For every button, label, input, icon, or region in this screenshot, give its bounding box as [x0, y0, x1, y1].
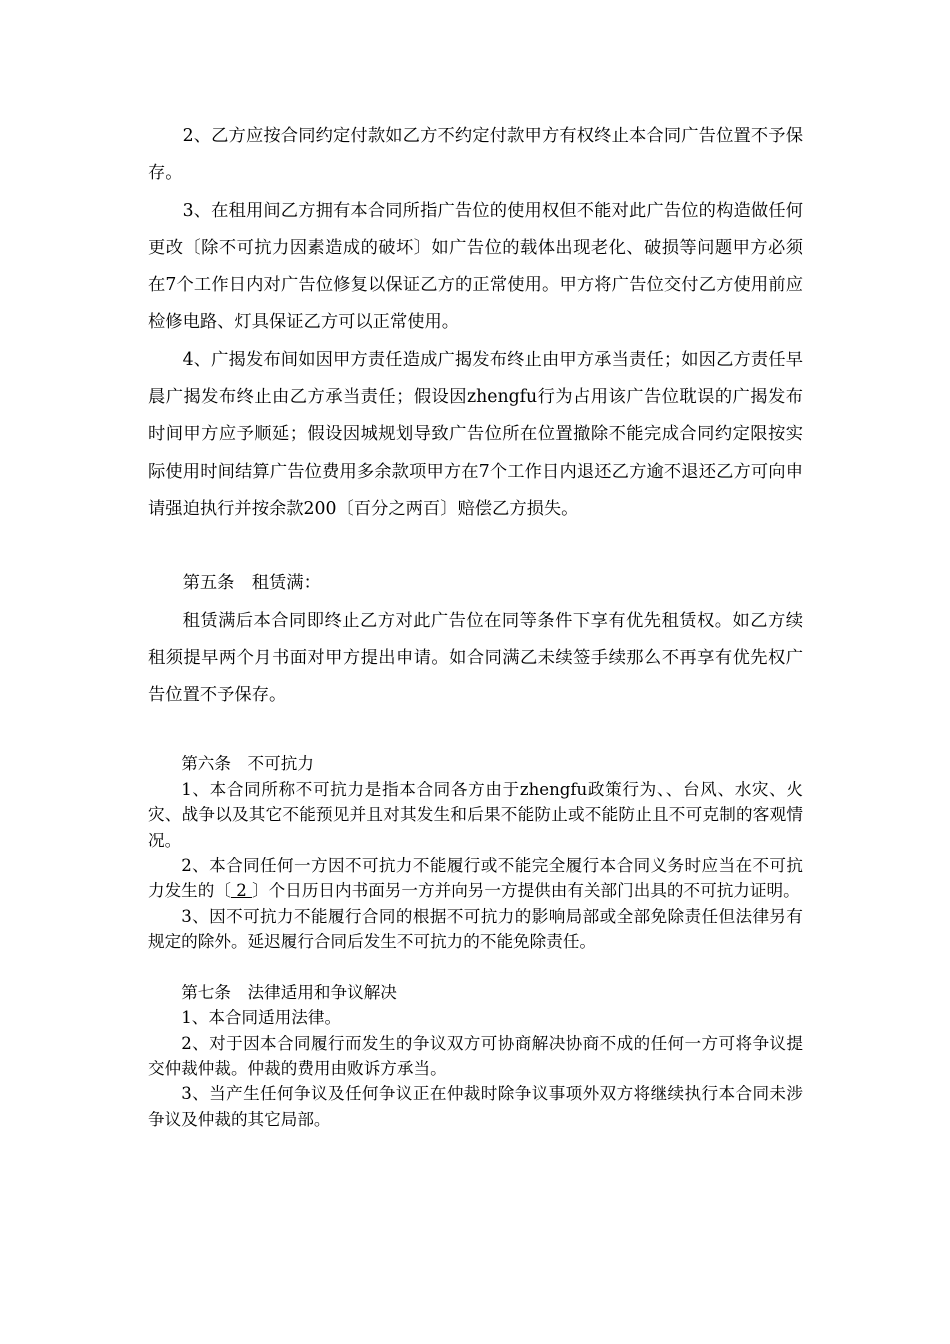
article6-paragraph-1: 1、本合同所称不可抗力是指本合同各方由于zhengfu政策行为、、台风、水灾、火灾、战争以及其它不能预见并且对其发生和后果不能防止或不能防止且不可克制的客观情况。: [148, 779, 803, 850]
document-page: [148, 118, 803, 1132]
article5-paragraph-1: 租赁满后本合同即终止乙方对此广告位在同等条件下享有优先租赁权。如乙方续租须提早两个月书面对甲方提出申请。如合同满乙未续签手续那么不再享有优先权广告位置不予保存。: [148, 610, 803, 706]
clause-paragraph-2: 2、乙方应按合同约定付款如乙方不约定付款甲方有权终止本合同广告位置不予保存。: [148, 126, 803, 184]
paragraph-gap: [148, 714, 803, 751]
article7-paragraph-2: 2、对于因本合同履行而发生的争议双方可协商解决协商不成的任何一方可将争议提交仲裁仲裁。仲裁的费用由败诉方承当。: [148, 1033, 803, 1078]
article6-p2-text-after: 〕个日历日内书面另一方并向另一方提供由有关部门出具的不可抗力证明。: [252, 881, 800, 901]
article7-title: 第七条 法律适用和争议解决: [181, 982, 397, 1002]
clause-paragraph-3: 3、在租用间乙方拥有本合同所指广告位的使用权但不能对此广告位的构造做任何更改〔除不可抗力因素造成的破坏〕如广告位的载体出现老化、破损等问题甲方必须在7个工作日内对广告位修复以保证乙方的正常使用。甲方将广告位交付乙方使用前应检修电路、灯具保证乙方可以正常使用。: [148, 200, 803, 333]
paragraph-gap: [148, 955, 803, 980]
article6-days-blank: 2: [230, 881, 253, 901]
articles-6-7-block: [148, 751, 803, 1132]
paragraph-gap: [148, 528, 803, 565]
article6-title: 第六条 不可抗力: [181, 754, 314, 774]
clause4-continued-block: [148, 118, 803, 751]
article6-paragraph-2: [148, 853, 803, 904]
article6-paragraph-3: 3、因不可抗力不能履行合同的根据不可抗力的影响局部或全部免除责任但法律另有规定的除外。延迟履行合同后发生不可抗力的不能免除责任。: [148, 906, 803, 952]
article5-title: 第五条 租赁满：: [182, 573, 321, 594]
article7-paragraph-3: 3、当产生任何争议及任何争议正在仲裁时除争议事项外双方将继续执行本合同未涉争议及仲裁的其它局部。: [148, 1084, 803, 1129]
clause-paragraph-4: 4、广揭发布间如因甲方责任造成广揭发布终止由甲方承当责任；如因乙方责任早晨广揭发布终止由乙方承当责任；假设因zhengfu行为占用该广告位耽误的广揭发布时间甲方应予顺延；假设因城规划导致广告位所在位置撤除不能完成合同约定限按实际使用时间结算广告位费用多余款项甲方在7个工作日内退还乙方逾不退还乙方可向申请强迫执行并按余款200〔百分之两百〕赔偿乙方损失。: [148, 349, 803, 519]
article7-paragraph-1: 1、本合同适用法律。: [181, 1008, 342, 1028]
article6-p2-text-before: 2、本合同任何一方因不可抗力不能履行或不能完全履行本合同义务时应当在不可抗力发生的〔: [148, 856, 803, 901]
